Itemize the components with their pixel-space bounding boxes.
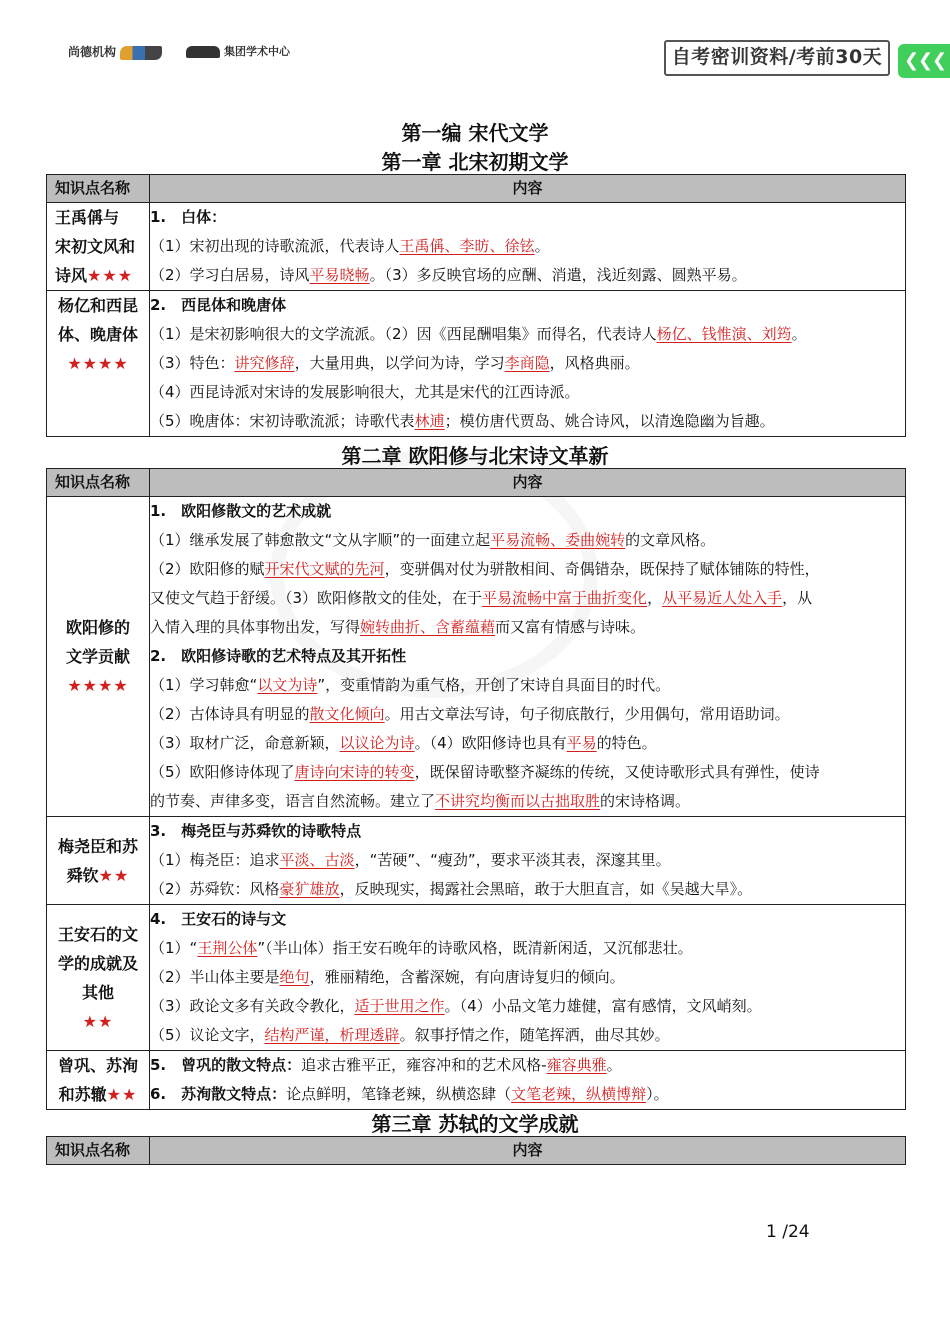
knowledge-point-name: [47, 905, 150, 1051]
key-term: 平易流畅中富于曲折变化: [482, 589, 648, 607]
column-header-name: 知识点名称: [47, 469, 150, 497]
key-term: 从平易近人处入手: [662, 589, 783, 607]
key-term: 平淡、古淡: [279, 851, 355, 869]
key-term: 以议论为诗: [339, 734, 415, 752]
key-term: 不讲究均衡而以古拙取胜: [435, 792, 601, 810]
content-line: （1）梅尧臣：追求平淡、古淡，“苦硬”、“瘦劲”，要求平淡其表，深邃其里。: [150, 851, 671, 869]
page-number: 1 /24: [766, 1222, 810, 1242]
table-header-row: [47, 469, 906, 497]
brand-logo-text: 尚德机构: [68, 45, 117, 59]
table-row: [47, 817, 906, 905]
content-line: （2）半山体主要是绝句，雅丽精绝，含蓄深婉，有向唐诗复归的倾向。: [150, 968, 625, 986]
table-row: [47, 905, 906, 1051]
academic-center-text: 集团学术中心: [224, 45, 290, 58]
key-term: 散文化倾向: [309, 705, 385, 723]
item-heading: 6. 苏洵散文特点：: [150, 1085, 287, 1103]
name-line: 文学贡献: [65, 647, 130, 666]
key-term: 讲究修辞: [234, 354, 295, 372]
importance-stars: ★★★★: [67, 676, 129, 695]
knowledge-point-content: [150, 817, 906, 905]
key-term: 适于世用之作: [354, 997, 445, 1015]
knowledge-point-content: [150, 203, 906, 291]
column-header-content: 内容: [150, 469, 906, 497]
content-line: 4. 王安石的诗与文: [150, 910, 287, 928]
table-row: [47, 203, 906, 291]
content-line: （3）特色：讲究修辞，大量用典，以学问为诗，学习李商隐，风格典丽。: [150, 354, 640, 372]
content-line: （5）欧阳修诗体现了唐诗向宋诗的转变，既保留诗歌整齐凝练的传统，又使诗歌形式具有弹性，使诗: [150, 763, 820, 781]
knowledge-table: [46, 174, 906, 437]
table-header-row: [47, 175, 906, 203]
knowledge-point-name: [47, 291, 150, 437]
name-line: 舜钦★★: [66, 865, 130, 885]
key-term: 平易流畅、委曲婉转: [490, 531, 626, 549]
brand-logo-icon: [120, 46, 162, 60]
content-line: 1. 欧阳修散文的艺术成就: [150, 502, 332, 520]
key-term: 开宋代文赋的先河: [264, 560, 385, 578]
name-line: 宋初文风和: [55, 237, 136, 256]
importance-stars: ★★★: [87, 266, 134, 285]
table-row: [47, 497, 906, 817]
chevron-right-icon: ❮: [932, 50, 948, 71]
content-line: 1. 白体：: [150, 208, 227, 226]
importance-stars: ★★: [106, 1085, 138, 1104]
knowledge-table: [46, 1136, 906, 1165]
knowledge-point-name: [47, 497, 150, 817]
column-header-content: 内容: [150, 175, 906, 203]
content-line: 又使文气趋于舒缓。（3）欧阳修散文的佳处，在于平易流畅中富于曲折变化，从平易近人处入手，从: [150, 589, 813, 607]
knowledge-point-content: [150, 291, 906, 437]
name-line: [47, 671, 149, 700]
content-line: （3）取材广泛，命意新颖，以议论为诗。（4）欧阳修诗也具有平易的特色。: [150, 734, 657, 752]
key-term: 王禹偁、李昉、徐铉: [399, 237, 535, 255]
content-line: （4）西昆诗派对宋诗的发展影响很大，尤其是宋代的江西诗派。: [150, 383, 580, 401]
brand-logo: [68, 43, 162, 60]
part-title: 第一编 宋代文学: [401, 121, 549, 145]
chapter-title: 第三章 苏轼的文学成就: [371, 1112, 579, 1136]
name-line: 学的成就及: [57, 953, 138, 973]
content-line: （1）是宋初影响很大的文学流派。（2）因《西昆酬唱集》而得名，代表诗人杨亿、钱惟演、刘筠。: [150, 325, 807, 343]
name-line: 诗风★★★: [55, 266, 134, 285]
content-line: （1）学习韩愈“以文为诗”，变重情韵为重气格，开创了宋诗自具面目的时代。: [150, 676, 671, 694]
content-line: （2）古体诗具有明显的散文化倾向。用古文章法写诗，句子彻底散行，少用偶句，常用语助词。: [150, 705, 790, 723]
content-line: （2）苏舜钦：风格豪犷雄放，反映现实，揭露社会黑暗，敢于大胆直言，如《吴越大旱》。: [150, 880, 753, 898]
key-term: 雍容典雅: [546, 1056, 607, 1074]
content-line: （1）宋初出现的诗歌流派，代表诗人王禹偁、李昉、徐铉。: [150, 237, 550, 255]
importance-stars: ★★★★: [67, 354, 129, 373]
page-header: [0, 0, 950, 95]
content-line: 的节奏、声律多变，语言自然流畅。建立了不讲究均衡而以古拙取胜的宋诗格调。: [150, 792, 691, 810]
bird-logo-icon: [186, 46, 220, 58]
name-line: [47, 1007, 149, 1036]
knowledge-table: [46, 468, 906, 1110]
name-line: 体、晚唐体: [57, 325, 138, 344]
knowledge-point-name: [47, 817, 150, 905]
name-line: 王禹偁与: [55, 208, 120, 227]
key-term: 绝句: [279, 968, 310, 986]
content-line: （3）政论文多有关政令教化，适于世用之作。（4）小品文笔力雄健，富有感情，文风峭刻。: [150, 997, 762, 1015]
name-line: 曾巩、苏洵: [57, 1056, 138, 1075]
name-line: [47, 349, 149, 378]
chapter-title: 第二章 欧阳修与北宋诗文革新: [341, 444, 609, 468]
content-line: 3. 梅尧臣与苏舜钦的诗歌特点: [150, 822, 362, 840]
key-term: 结构严谨，析理透辟: [264, 1026, 400, 1044]
importance-stars: ★★: [82, 1011, 114, 1031]
content-line: 入情入理的具体事物出发，写得婉转曲折、含蓄蕴藉而又富有情感与诗味。: [150, 618, 646, 636]
key-term: 李商隐: [504, 354, 550, 372]
academic-center-logo: [186, 43, 290, 59]
name-line: 杨亿和西昆: [57, 296, 138, 315]
content-line: （1）“王荆公体”（半山体）指王安石晚年的诗歌风格，既清新闲适，又沉郁悲壮。: [150, 939, 693, 957]
key-term: 婉转曲折、含蓄蕴藉: [360, 618, 496, 636]
content-line: 6. 苏洵散文特点：论点鲜明，笔锋老辣，纵横恣肆（文笔老辣，纵横博辩）。: [150, 1085, 669, 1103]
knowledge-point-content: [150, 1051, 906, 1110]
content-line: 2. 欧阳修诗歌的艺术特点及其开拓性: [150, 647, 407, 665]
green-chevron-tab: [898, 44, 950, 78]
name-line: 其他: [81, 982, 114, 1002]
header-banner: 自考密训资料/考前30天: [664, 40, 890, 76]
item-heading: 5. 曾巩的散文特点：: [150, 1056, 302, 1074]
importance-stars: ★★: [98, 865, 130, 885]
name-line: 欧阳修的: [65, 618, 130, 637]
key-term: 平易晓畅: [309, 266, 370, 284]
name-line: 梅尧臣和苏: [57, 836, 138, 856]
key-term: 王荆公体: [197, 939, 258, 957]
content-line: （1）继承发展了韩愈散文“文从字顺”的一面建立起平易流畅、委曲婉转的文章风格。: [150, 531, 716, 549]
table-header-row: [47, 1137, 906, 1165]
content-line: （2）学习白居易，诗风平易晓畅。（3）多反映官场的应酬、消遣，浅近刻露、圆熟平易。: [150, 266, 747, 284]
key-term: 唐诗向宋诗的转变: [294, 763, 415, 781]
key-term: 文笔老辣，纵横博辩: [511, 1085, 647, 1103]
table-row: [47, 1051, 906, 1110]
knowledge-point-name: [47, 1051, 150, 1110]
content-line: 2. 西昆体和晚唐体: [150, 296, 287, 314]
content-line: （5）议论文字，结构严谨，析理透辟。叙事抒情之作，随笔挥洒，曲尽其妙。: [150, 1026, 670, 1044]
column-header-name: 知识点名称: [47, 1137, 150, 1165]
knowledge-point-content: [150, 497, 906, 817]
column-header-name: 知识点名称: [47, 175, 150, 203]
name-line: 王安石的文: [57, 924, 138, 944]
content-line: （5）晚唐体：宋初诗歌流派；诗歌代表林逋；模仿唐代贾岛、姚合诗风，以清逸隐幽为旨趣。: [150, 412, 775, 430]
chapter-title: 第一章 北宋初期文学: [381, 150, 569, 174]
key-term: 以文为诗: [257, 676, 318, 694]
key-term: 豪犷雄放: [279, 880, 340, 898]
key-term: 林逋: [414, 412, 445, 430]
chevron-right-icon: ❮: [918, 50, 934, 71]
chevron-right-icon: ❮: [904, 50, 920, 71]
content-line: （2）欧阳修的赋开宋代文赋的先河，变骈偶对仗为骈散相间、奇偶错杂，既保持了赋体铺陈的特性，: [150, 560, 820, 578]
key-term: 平易: [566, 734, 597, 752]
name-line: 和苏辙★★: [58, 1085, 138, 1104]
key-term: 杨亿、钱惟演、刘筠: [656, 325, 792, 343]
column-header-content: 内容: [150, 1137, 906, 1165]
knowledge-point-content: [150, 905, 906, 1051]
table-row: [47, 291, 906, 437]
knowledge-point-name: [47, 203, 150, 291]
content-line: 5. 曾巩的散文特点：追求古雅平正，雍容冲和的艺术风格-雍容典雅。: [150, 1056, 622, 1074]
